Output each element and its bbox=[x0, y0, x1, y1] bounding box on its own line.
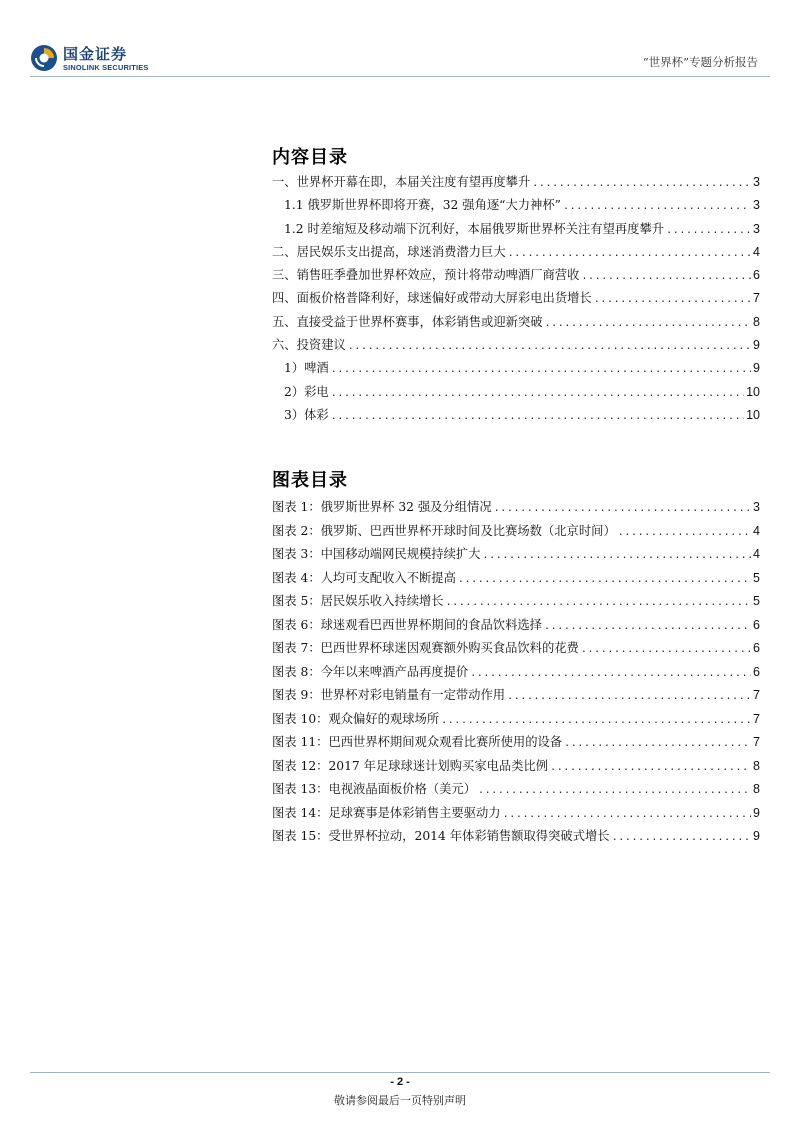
leader-dots bbox=[594, 288, 751, 311]
leader-dots bbox=[441, 709, 751, 733]
figure-entry-text: 图表 10：观众偏好的观球场所 bbox=[272, 711, 440, 726]
toc-entry-text: 二、居民娱乐支出提高，球迷消费潜力巨大 bbox=[272, 244, 506, 259]
toc-entry-page: 3 bbox=[753, 221, 760, 236]
toc-entry[interactable] bbox=[272, 194, 760, 217]
leader-dots bbox=[470, 662, 751, 686]
toc-title: 内容目录 bbox=[272, 147, 348, 168]
figure-entry-text: 图表 9：世界杯对彩电销量有一定带动作用 bbox=[272, 688, 506, 702]
figure-entry-text: 图表 4：人均可支配收入不断提高 bbox=[272, 570, 456, 585]
figure-entry-text: 图表 5：居民娱乐收入持续增长 bbox=[272, 594, 444, 608]
leader-dots bbox=[532, 172, 751, 195]
figure-entry-text: 图表 13：电视液晶面板价格（美元） bbox=[272, 782, 477, 796]
figure-entry[interactable] bbox=[272, 496, 760, 520]
figure-entry-text: 图表 15：受世界杯拉动，2014 年体彩销售额取得突破式增长 bbox=[272, 829, 610, 843]
figure-entry-text: 图表 8：今年以来啤酒产品再度提价 bbox=[272, 664, 469, 679]
figure-list-title: 图表目录 bbox=[272, 470, 348, 491]
figure-entry[interactable] bbox=[272, 637, 760, 661]
toc-entry-page: 9 bbox=[753, 338, 760, 353]
leader-dots bbox=[563, 195, 751, 218]
leader-dots bbox=[666, 219, 751, 242]
leader-dots bbox=[618, 521, 751, 545]
toc-entry-page: 8 bbox=[753, 314, 760, 329]
figure-entry-text: 图表 12：2017 年足球球迷计划购买家电品类比例 bbox=[272, 758, 549, 773]
leader-dots bbox=[348, 335, 751, 358]
figure-entry[interactable] bbox=[272, 684, 760, 708]
figure-entry-page: 7 bbox=[753, 735, 760, 749]
toc-entry-text: 三、销售旺季叠加世界杯效应，预计将带动啤酒厂商营收 bbox=[272, 268, 580, 283]
toc-entry-page: 4 bbox=[753, 244, 760, 259]
figure-entry-page: 5 bbox=[753, 570, 760, 585]
figure-entry[interactable] bbox=[272, 802, 760, 826]
toc-entry-page: 10 bbox=[746, 407, 760, 422]
toc-entry[interactable] bbox=[272, 404, 760, 427]
leader-dots bbox=[331, 405, 744, 428]
figure-entry-page: 7 bbox=[753, 688, 760, 702]
figure-entry[interactable] bbox=[272, 708, 760, 732]
figure-entry-text: 图表 1：俄罗斯世界杯 32 强及分组情况 bbox=[272, 500, 492, 514]
leader-dots bbox=[550, 756, 751, 780]
header-divider bbox=[30, 76, 770, 77]
figure-entry[interactable] bbox=[272, 778, 760, 802]
logo-chinese-name: 国金证券 bbox=[63, 45, 128, 63]
toc-entry[interactable] bbox=[272, 218, 760, 241]
leader-dots bbox=[446, 591, 751, 615]
toc-entry-text: 1.2 时差缩短及移动端下沉利好，本届俄罗斯世界杯关注有望再度攀升 bbox=[284, 221, 665, 236]
leader-dots bbox=[494, 497, 751, 521]
figure-entry[interactable] bbox=[272, 731, 760, 755]
leader-dots bbox=[503, 803, 751, 827]
leader-dots bbox=[581, 638, 751, 662]
leader-dots bbox=[478, 779, 751, 803]
toc-entry-page: 3 bbox=[753, 198, 760, 213]
leader-dots bbox=[581, 265, 751, 288]
leader-dots bbox=[508, 242, 751, 265]
figure-entry-page: 6 bbox=[753, 664, 760, 679]
figure-entry[interactable] bbox=[272, 661, 760, 685]
figure-entry-page: 6 bbox=[753, 617, 760, 632]
figure-entry[interactable] bbox=[272, 520, 760, 544]
toc-entry[interactable] bbox=[272, 311, 760, 334]
toc-entry[interactable] bbox=[272, 334, 760, 357]
leader-dots bbox=[545, 312, 752, 335]
page-number: - 2 - bbox=[390, 1076, 410, 1088]
figure-entry-page: 9 bbox=[753, 829, 760, 843]
sinolink-logo-icon bbox=[30, 44, 58, 72]
toc-entry[interactable] bbox=[272, 264, 760, 287]
toc-entry[interactable] bbox=[272, 241, 760, 264]
toc-entry[interactable] bbox=[272, 357, 760, 380]
figure-entry-page: 4 bbox=[753, 547, 760, 561]
figure-entry-page: 5 bbox=[753, 594, 760, 608]
figure-entry-page: 4 bbox=[753, 523, 760, 538]
toc-entry-page: 6 bbox=[753, 268, 760, 283]
figure-entry-page: 3 bbox=[753, 500, 760, 514]
figure-entry-text: 图表 11：巴西世界杯期间观众观看比赛所使用的设备 bbox=[272, 735, 563, 749]
toc-entry-page: 10 bbox=[746, 384, 760, 399]
leader-dots bbox=[507, 685, 751, 709]
leader-dots bbox=[331, 382, 744, 405]
toc-entry-text: 2）彩电 bbox=[284, 384, 329, 399]
figure-entry[interactable] bbox=[272, 755, 760, 779]
toc-entry-text: 四、面板价格普降利好，球迷偏好或带动大屏彩电出货增长 bbox=[272, 291, 592, 306]
figure-entry[interactable] bbox=[272, 567, 760, 591]
leader-dots bbox=[482, 544, 751, 568]
toc-entry-page: 9 bbox=[753, 361, 760, 376]
figure-list bbox=[272, 496, 760, 849]
toc-entry-text: 一、世界杯开幕在即，本届关注度有望再度攀升 bbox=[272, 175, 531, 189]
figure-entry-page: 6 bbox=[753, 641, 760, 655]
figure-entry[interactable] bbox=[272, 825, 760, 849]
report-type-label: “世界杯”专题分析报告 bbox=[642, 55, 758, 69]
figure-entry-text: 图表 7：巴西世界杯球迷因观赛额外购买食品饮料的花费 bbox=[272, 641, 579, 655]
toc-entry-text: 1）啤酒 bbox=[284, 361, 329, 376]
figure-entry-page: 7 bbox=[753, 711, 760, 726]
toc-entry-page: 7 bbox=[753, 291, 760, 306]
figure-entry-page: 8 bbox=[753, 758, 760, 773]
figure-entry[interactable] bbox=[272, 543, 760, 567]
figure-entry-text: 图表 14：足球赛事是体彩销售主要驱动力 bbox=[272, 805, 501, 820]
toc-entry[interactable] bbox=[272, 287, 760, 310]
figure-entry-page: 8 bbox=[753, 782, 760, 796]
toc-entry[interactable] bbox=[272, 381, 760, 404]
footer-divider bbox=[30, 1072, 770, 1073]
toc-list bbox=[272, 171, 760, 427]
figure-entry-text: 图表 3：中国移动端网民规模持续扩大 bbox=[272, 547, 481, 561]
toc-entry-text: 3）体彩 bbox=[284, 407, 329, 422]
toc-entry-text: 六、投资建议 bbox=[272, 338, 346, 353]
toc-entry[interactable] bbox=[272, 171, 760, 194]
leader-dots bbox=[544, 615, 751, 639]
toc-entry-page: 3 bbox=[753, 175, 760, 189]
logo-english-name: SINOLINK SECURITIES bbox=[63, 63, 149, 72]
page-header bbox=[0, 0, 800, 80]
leader-dots bbox=[612, 826, 751, 850]
leader-dots bbox=[331, 358, 751, 381]
footer-disclaimer: 敬请参阅最后一页特别声明 bbox=[334, 1094, 466, 1107]
figure-entry-page: 9 bbox=[753, 805, 760, 820]
toc-entry-text: 1.1 俄罗斯世界杯即将开赛，32 强角逐“大力神杯” bbox=[284, 198, 561, 213]
leader-dots bbox=[564, 732, 751, 756]
leader-dots bbox=[458, 568, 751, 592]
figure-entry[interactable] bbox=[272, 614, 760, 638]
figure-entry[interactable] bbox=[272, 590, 760, 614]
figure-entry-text: 图表 2：俄罗斯、巴西世界杯开球时间及比赛场数（北京时间） bbox=[272, 523, 616, 538]
toc-entry-text: 五、直接受益于世界杯赛事，体彩销售或迎新突破 bbox=[272, 314, 543, 329]
figure-entry-text: 图表 6：球迷观看巴西世界杯期间的食品饮料选择 bbox=[272, 617, 542, 632]
